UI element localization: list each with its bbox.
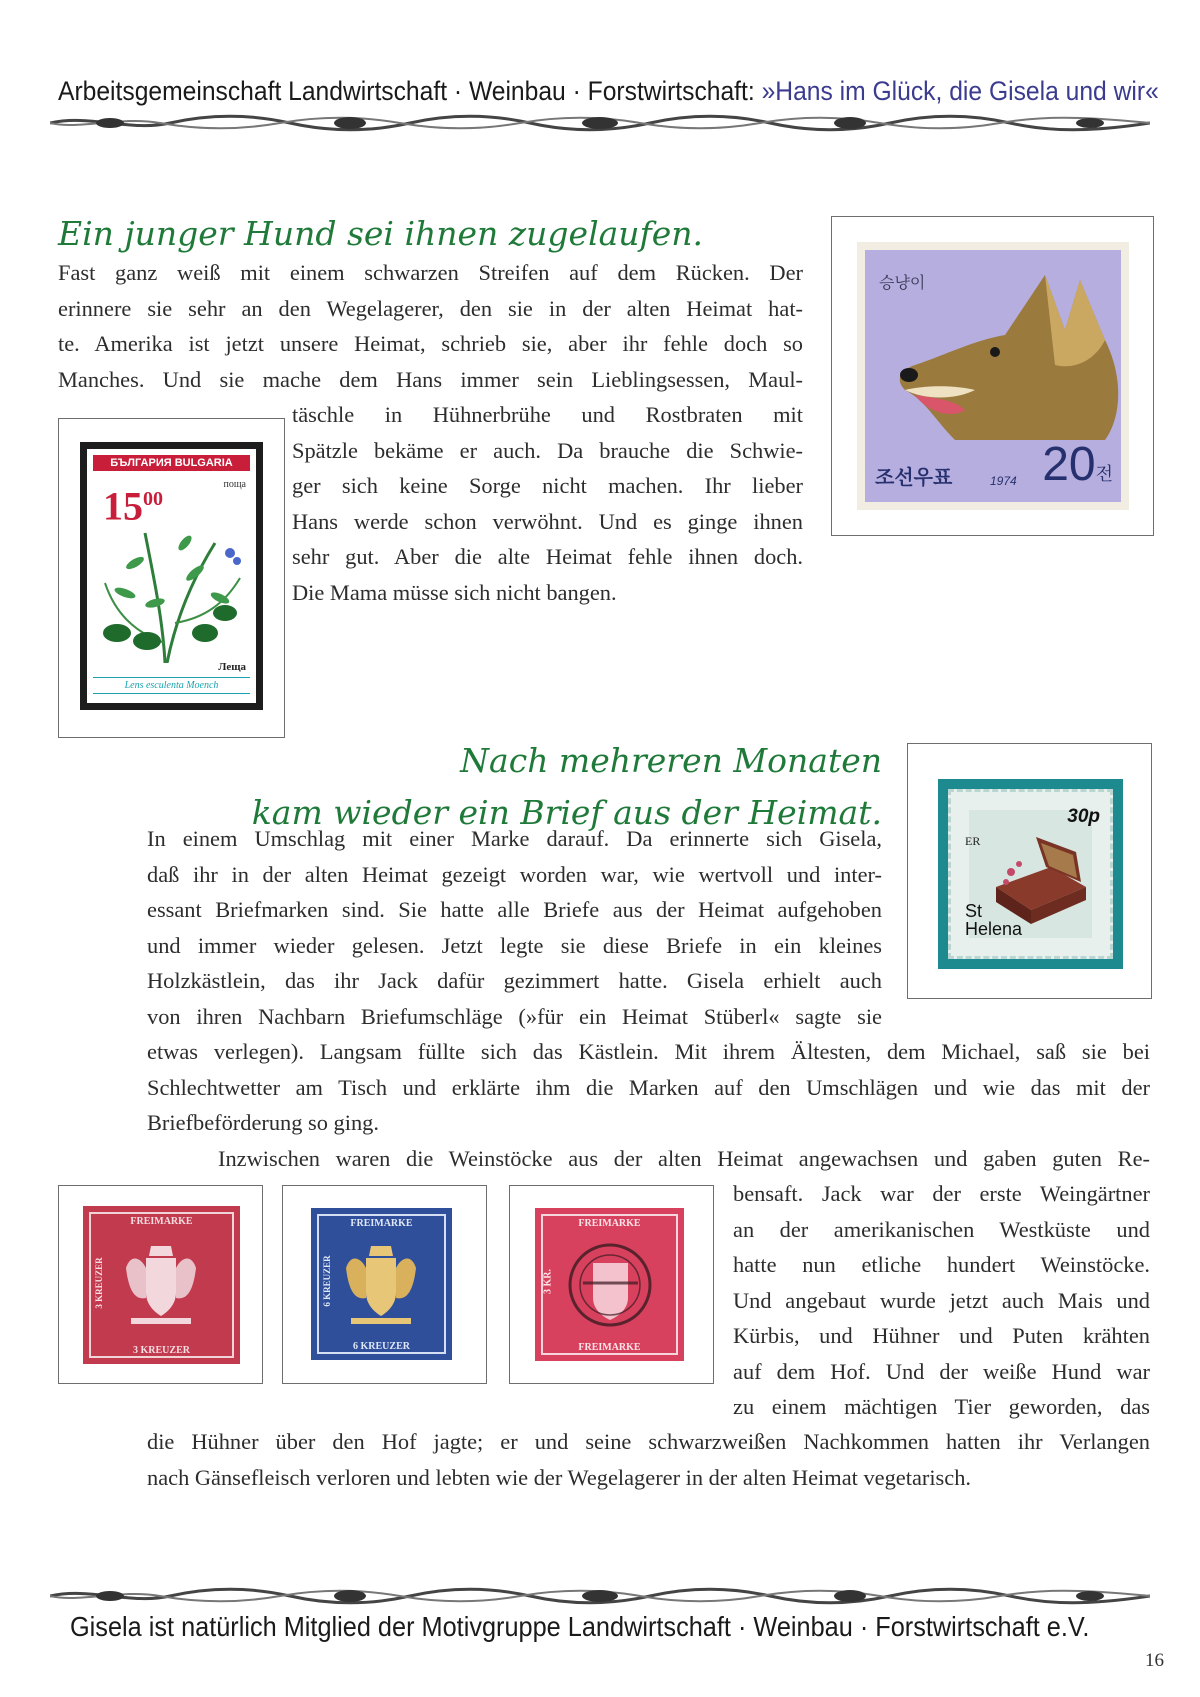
text-line: Schlechtwetter am Tisch und erklärte ihm die Marken auf den Umschlägen und wie das mit der [147, 1074, 1150, 1100]
text-line: erinnere sie sehr an den Wegelagerer, den sie in der alten Heimat hat- [58, 295, 803, 321]
stamp-frame-korea [831, 216, 1154, 536]
stamp-bottom-label: 조선우표 [875, 465, 953, 489]
stamp-sthelena [938, 779, 1123, 969]
text-line: Briefbeförderung so ging. [147, 1110, 379, 1135]
stamp-top-text: FREIMARKE [130, 1216, 193, 1227]
stamp-frame-wurttemberg-6kr [282, 1185, 487, 1384]
text-line: hatte nun etliche hundert Weinstöcke. [733, 1252, 1150, 1277]
page-number: 16 [1145, 1650, 1164, 1671]
text-line: bensaft. Jack war der erste Weingärtner [733, 1181, 1150, 1206]
stamp-baden [535, 1208, 684, 1361]
stamp-wurttemberg-3kr [83, 1206, 240, 1364]
stamp-value: 20전 [1042, 438, 1113, 491]
text-line: ger sich keine Sorge nicht machen. Ihr lieber [292, 473, 803, 498]
text-line: Und angebaut wurde jetzt auch Mais und [733, 1287, 1150, 1313]
header-highlight: »Hans im Glück, die Gisela und wir« [761, 76, 1159, 106]
stamp-bottom-text: FREIMARKE [578, 1342, 641, 1353]
text-line: daß ihr in der alten Heimat gezeigt worden war, wie wertvoll und inter- [147, 861, 882, 887]
stamp-latin-name: Lens esculenta Moench [93, 677, 250, 694]
text-line: an der amerikanischen Westküste und [733, 1216, 1150, 1242]
text-line: Hans werde schon verwöhnt. Und es ginge ihnen [292, 508, 803, 534]
stamp-frame-baden [509, 1185, 714, 1384]
stamp-bottom-text: 6 KREUZER [353, 1341, 410, 1352]
stamp-wurttemberg-6kr [311, 1208, 452, 1360]
section1-text-top [58, 255, 803, 397]
text-line: etwas verlegen). Langsam füllte sich das Kästlein. Mit ihrem Ältesten, dem Michael, saß sie bei [147, 1039, 1150, 1064]
section1-heading: Ein junger Hund sei ihnen zugelaufen. [58, 214, 704, 253]
text-line: die Hühner über den Hof jagte; er und seine schwarzweißen Nachkommen hatten ihr Verlangen [147, 1429, 1150, 1454]
text-line: auf dem Hof. Und der weiße Hund war [733, 1358, 1150, 1384]
text-line: Spätzle bekäme er auch. Da brauche die Schwie- [292, 437, 803, 463]
section2-heading-line2: kam wieder ein Brief aus der Heimat. [251, 793, 882, 832]
section2-para2-wide [147, 1424, 1150, 1495]
text-line: Fast ganz weiß mit einem schwarzen Streifen auf dem Rücken. Der [58, 260, 803, 285]
stamp-top-text: FREIMARKE [578, 1218, 641, 1229]
stamp-value: 30p [1067, 806, 1100, 827]
text-line: Inzwischen waren die Weinstöcke aus der alten Heimat angewachsen und gaben guten Re- [218, 1145, 1150, 1171]
stamp-plant-name: Леща [218, 661, 246, 673]
text-line: essant Briefmarken sind. Sie hatte alle Briefe aus der Heimat aufgehoben [147, 897, 882, 922]
stamp-bottom-text: 3 KREUZER [133, 1345, 190, 1356]
section2-text-narrow [147, 821, 882, 1034]
text-line: täschle in Hühnerbrühe und Rostbraten mit [292, 402, 803, 427]
stamp-bulgaria [80, 442, 263, 710]
stamp-country: БЪЛГАРИЯ BULGARIA [93, 455, 250, 471]
stamp-side-text: 6 KREUZER [322, 1255, 332, 1307]
text-line: Die Mama müsse sich nicht bangen. [292, 579, 617, 605]
text-line: sehr gut. Aber die alte Heimat fehle ihnen doch. [292, 544, 803, 569]
postmark-and-arms-icon [563, 1238, 658, 1333]
section2-heading-line1: Nach mehreren Monaten [460, 741, 882, 780]
text-line: und immer wieder gelesen. Jetzt legte sie diese Briefe in ein kleines [147, 932, 882, 958]
text-line: In einem Umschlag mit einer Marke darauf. Da erinnerte sich Gisela, [147, 826, 882, 851]
stamp-korea [857, 242, 1129, 510]
text-line: nach Gänsefleisch verloren und lebten wie der Wegelagerer in der alten Heimat vegetarisch. [147, 1464, 972, 1490]
section2-text-wide [147, 1034, 1150, 1176]
section2-para2-narrow [733, 1176, 1150, 1425]
stamp-frame-sthelena [907, 743, 1152, 999]
text-line: te. Amerika ist jetzt unsere Heimat, schrieb sie, aber ihr fehle doch so [58, 331, 803, 356]
coat-of-arms-icon [341, 1238, 421, 1328]
stamp-side-text: 3 KREUZER [94, 1257, 104, 1309]
stamp-frame-bulgaria [58, 418, 285, 738]
section1-text-bottom [292, 397, 803, 610]
footer-ornament [50, 1585, 1150, 1607]
text-line: von ihren Nachbarn Briefumschläge (»für ein Heimat Stüberl« sagte sie [147, 1003, 882, 1029]
text-line: Holzkästlein, das ihr Jack dafür gezimmert hatte. Gisela erhielt auch [147, 968, 882, 993]
lentil-plant-illustration [95, 523, 248, 663]
page-header [58, 74, 1159, 108]
stamp-frame-wurttemberg-3kr [58, 1185, 263, 1384]
stamp-top-text: FREIMARKE [350, 1218, 413, 1229]
text-line: zu einem mächtigen Tier geworden, das [733, 1394, 1150, 1419]
header-prefix: Arbeitsgemeinschaft Landwirtschaft · Weinbau · Forstwirtschaft: [58, 76, 762, 106]
footer-text: Gisela ist natürlich Mitglied der Motivgruppe Landwirtschaft · Weinbau · Forstwirtschaft e.V. [70, 1611, 1090, 1642]
stamp-post-label: поща [223, 479, 246, 490]
text-line: Manches. Und sie mache dem Hans immer sein Lieblingsessen, Maul- [58, 366, 803, 392]
stamp-cipher: ER [965, 834, 981, 848]
header-ornament [50, 112, 1150, 134]
dog-illustration [895, 270, 1125, 440]
stamp-value: $15^{00}$ [103, 483, 163, 529]
stamp-country: St Helena [965, 901, 1023, 939]
stamp-year: 1974 [990, 474, 1017, 488]
stamp-side-text: 3 KR. [542, 1269, 554, 1294]
text-line: Kürbis, und Hühner und Puten krähten [733, 1323, 1150, 1348]
coat-of-arms-icon [121, 1238, 201, 1328]
stamp-top-label: 승냥이 [879, 273, 926, 292]
